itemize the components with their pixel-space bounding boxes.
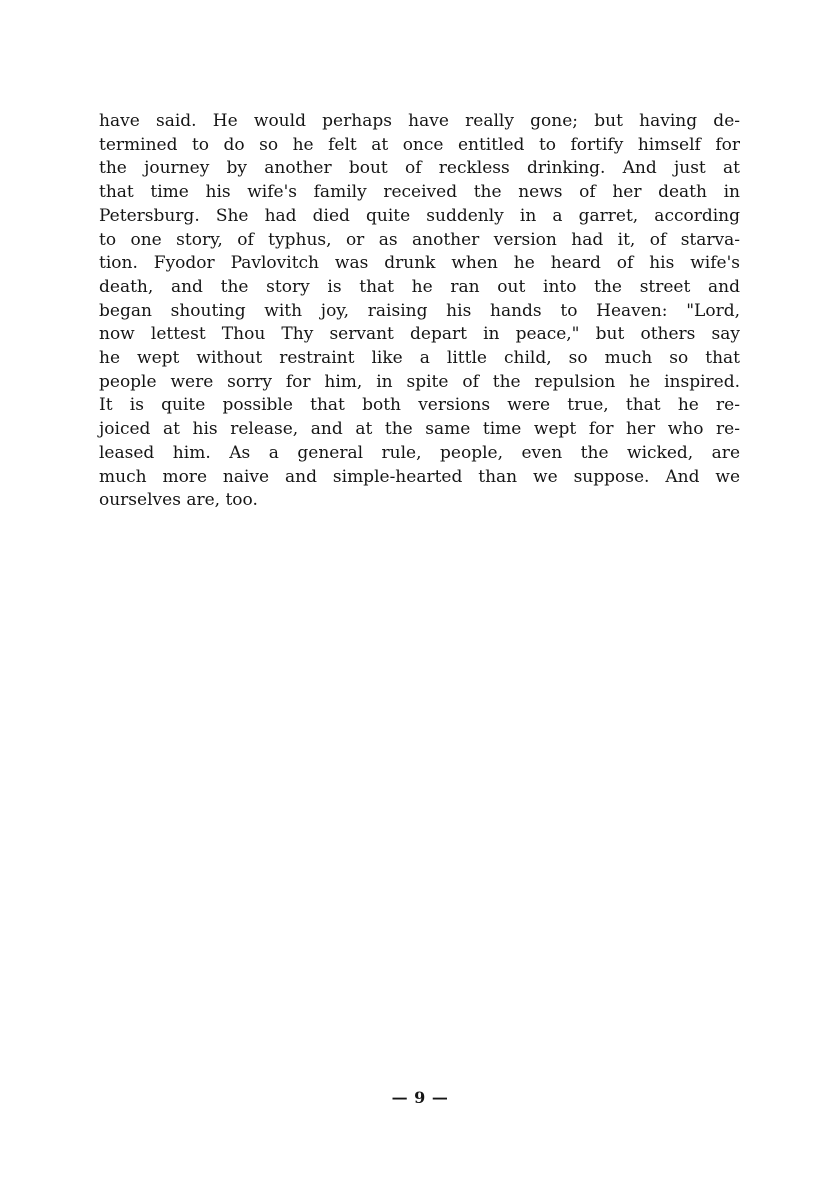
text-line: ourselves are, too. — [99, 490, 258, 511]
text-line: the journey by another bout of reckless drinking. And just at — [99, 158, 740, 179]
text-line: he wept without restraint like a little child, so much so that — [99, 348, 740, 369]
page-number: — 9 — — [391, 1088, 449, 1107]
text-line: joiced at his release, and at the same time wept for her who re- — [99, 419, 740, 440]
text-line: death, and the story is that he ran out into the street and — [99, 276, 740, 297]
text-line: people were sorry for him, in spite of the repulsion he inspired. — [99, 371, 740, 392]
text-line: much more naive and simple-hearted than we suppose. And we — [99, 466, 740, 487]
text-line: leased him. As a general rule, people, even the wicked, are — [99, 442, 740, 463]
text-line: that time his wife's family received the news of her death in — [99, 182, 740, 203]
paragraph — [99, 110, 740, 513]
text-line: now lettest Thou Thy servant depart in peace," but others say — [99, 324, 740, 345]
text-line: have said. He would perhaps have really gone; but having de- — [99, 111, 740, 131]
text-line: termined to do so he felt at once entitled to fortify himself for — [99, 134, 740, 155]
text-line: to one story, of typhus, or as another version had it, of starva- — [99, 229, 740, 250]
text-line: It is quite possible that both versions were true, that he re- — [99, 395, 740, 416]
text-line: tion. Fyodor Pavlovitch was drunk when he heard of his wife's — [99, 253, 740, 274]
text-line: began shouting with joy, raising his hands to Heaven: "Lord, — [99, 300, 740, 321]
text-line: Petersburg. She had died quite suddenly in a garret, according — [99, 205, 740, 226]
